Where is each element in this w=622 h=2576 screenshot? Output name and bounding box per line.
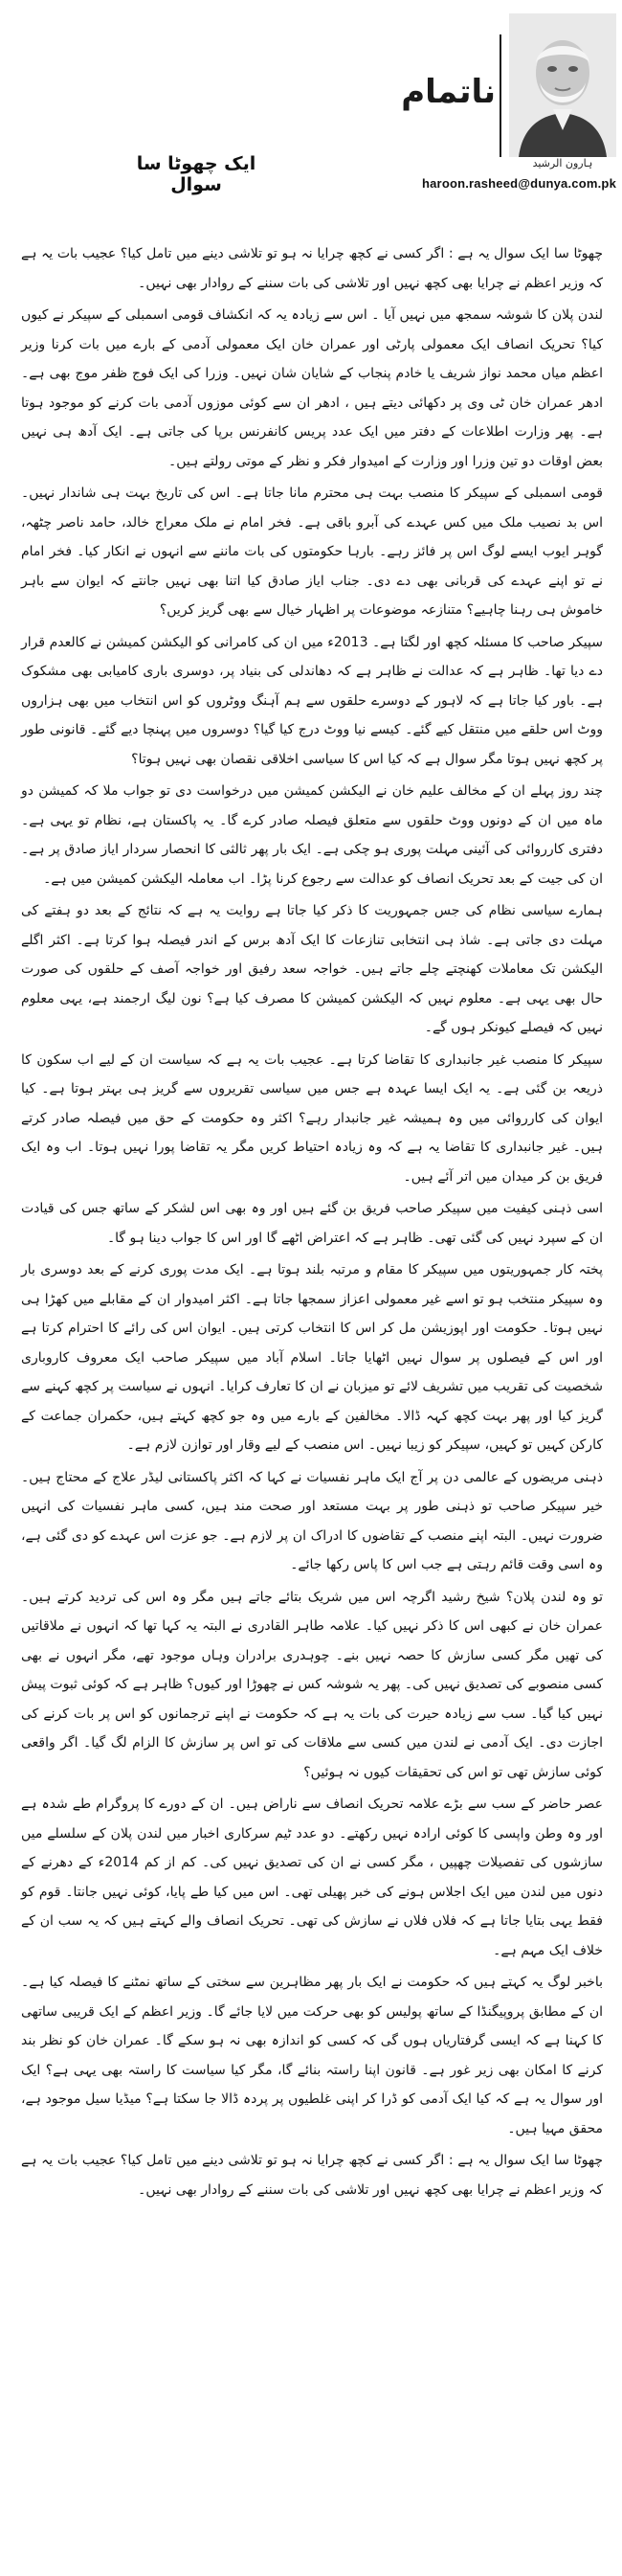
author-name: ہارون الرشید bbox=[532, 157, 593, 169]
article-headline: ایک چھوٹا سا سوال bbox=[136, 153, 256, 195]
article-paragraph: تو وہ لندن پلان؟ شیخ رشید اگرچہ اس میں شریک بتائے جاتے ہیں مگر وہ اس کی تردید کرتے ہیں۔ عمران خان نے کبھی اس کا ذکر نہیں کیا۔ علامہ طاہر القادری نے البتہ یہ کہا تھا کہ انہوں نے ملاقاتیں کی تھیں مگر کسی سازش کا حصہ نہیں بنے۔ چوہدری برادران وہاں موجود تھے، مگر انہوں نے بھی کسی منصوبے کی تصدیق نہیں کی۔ پھر یہ شوشہ کس نے چھوڑا اور کیوں؟ ظاہر ہے کہ کوئی ثبوت پیش نہیں کیا گیا۔ سب سے زیادہ حیرت کی بات یہ ہے کہ حکومت نے اپنے ترجمانوں کو اس پر بات کرنے کی اجازت دی۔ ایک آدمی نے لندن میں کسی سے ملاقات کی تو اس پر سازش کا الزام لگ گیا۔ اگر واقعی کوئی سازش تھی تو اس کی تحقیقات کیوں نہ ہوئیں؟ bbox=[21, 1589, 603, 1780]
article-paragraph: لندن پلان کا شوشہ سمجھ میں نہیں آیا ۔ اس سے زیادہ یہ کہ انکشاف قومی اسمبلی کے سپیکر نے کیوں کیا؟ تحریک انصاف ایک معمولی پارٹی اور عمران خان ایک معمولی آدمی کے بارے میں بات کرنا وزیر اعظم میاں محمد نواز شریف یا خادم پنجاب کے شایان شان نہیں۔ وزرا کی ایک فوج ظفر موج بھی ہے۔ ادھر عمران خان ٹی وی پر دکھائی دیتے ہیں ، ادھر ان سے کوئی موزوں آدمی بات کرنے کو موجود ہوتا ہے۔ پھر وزارت اطلاعات کے دفتر میں ایک عدد پریس کانفرنس برپا کی جاتی ہے۔ ایک آدھ ہی نہیں بعض اوقات دو تین وزرا اور وزارت کے امیدوار فکر و نظر کے موتی رولتے ہیں۔ bbox=[21, 307, 603, 469]
article-paragraph: چھوٹا سا ایک سوال یہ ہے : اگر کسی نے کچھ چرایا نہ ہو تو تلاشی دینے میں تامل کیا؟ عجیب بات یہ ہے کہ وزیر اعظم نے چرایا بھی کچھ نہیں اور تلاشی کی بات سننے کے روادار بھی نہیں۔ bbox=[21, 246, 603, 291]
article-paragraph: ذہنی مریضوں کے عالمی دن پر آج ایک ماہر نفسیات نے کہا کہ اکثر پاکستانی لیڈر علاج کے محتاج ہیں۔ خیر سپیکر صاحب تو ذہنی طور پر بہت مستعد اور صحت مند ہیں، کسی ماہر نفسیات کی انہیں ضرورت نہیں۔ البتہ اپنے منصب کے تقاضوں کا ادراک ان پر لازم ہے۔ جو عزت اس عہدے کو دی گئی ہے، وہ اسی وقت قائم رہتی ہے جب اس کا پاس رکھا جائے۔ bbox=[21, 1469, 603, 1572]
masthead-divider bbox=[500, 34, 501, 157]
column-masthead bbox=[400, 13, 616, 201]
article-body bbox=[21, 239, 603, 2562]
author-email[interactable]: haroon.rasheed@dunya.com.pk bbox=[421, 176, 616, 191]
article-paragraph: سپیکر صاحب کا مسئلہ کچھ اور لگتا ہے۔ 2013ء میں ان کی کامرانی کو الیکشن کمیشن نے کالعدم قرار دے دیا تھا۔ ظاہر ہے کہ عدالت نے ظاہر ہے کہ دھاندلی کی بنیاد پر، دوسری باری کامیابی بھی مشکوک ہے۔ باور کیا جاتا ہے کہ لاہور کے دوسرے حلقوں سے ہم آہنگ ووٹروں کو اس انتخاب میں بھی ہزاروں ووٹ اس حلقے میں منتقل کیے گئے۔ کیسے نیا ووٹ درج کیا گیا؟ دوسروں میں پہنچا دیے گئے۔ قانونی طور پر کچھ نہیں ہوتا مگر سوال ہے کہ کیا اس کا سیاسی اخلاقی نقصان بھی نہیں ہوتا؟ bbox=[21, 634, 603, 767]
article-paragraph: سپیکر کا منصب غیر جانبداری کا تقاضا کرتا ہے۔ عجیب بات یہ ہے کہ سیاست ان کے لیے اب سکون کا ذریعہ بن گئی ہے۔ یہ ایک ایسا عہدہ ہے جس میں سیاسی تقریروں سے گریز ہی بہتر ہوتا ہے۔ کیا ایوان کی کارروائی میں وہ ہمیشہ غیر جانبدار رہے؟ اکثر وہ حکومت کے حق میں فیصلہ صادر کرتے ہیں۔ غیر جانبداری کا تقاضا یہ ہے کہ وہ زیادہ احتیاط کریں مگر یہ تقاضا پورا نہیں ہوتا۔ اب وہ ایک فریق بن کر میدان میں اتر آئے ہیں۔ bbox=[21, 1051, 603, 1185]
article-paragraph: قومی اسمبلی کے سپیکر کا منصب بہت ہی محترم مانا جاتا ہے۔ اس کی تاریخ بہت ہی شاندار نہیں۔ اس بد نصیب ملک میں کس عہدے کی آبرو باقی ہے۔ فخر امام نے ملک معراج خالد، حامد ناصر چٹھہ، گوہر ایوب ایسے لوگ اس پر فائز رہے۔ بارہا حکومتوں کی بات ماننے سے انہوں نے انکار کیا۔ فخر امام نے تو اپنے عہدے کی قربانی بھی دے دی۔ جناب ایاز صادق کیا اتنا بھی نہیں جانتے کہ ایوان سے باہر خاموش ہی رہنا چاہیے؟ متنازعہ موضوعات پر اظہار خیال سے بھی گریز کریں؟ bbox=[21, 486, 603, 618]
article-paragraph: چند روز پہلے ان کے مخالف علیم خان نے الیکشن کمیشن میں درخواست دی تو جواب ملا کہ کمیشن دو ماہ میں ان کے دونوں ووٹ حلقوں سے متعلق فیصلہ صادر کرے گا۔ یہ پاکستان ہے، نظام تو یہی ہے۔ دفتری کارروائی کی آئینی مہلت پوری ہو چکی ہے۔ ایک بار پھر ثالثی کا انحصار سردار ایاز صادق پر ہے۔ ان کی جیت کے بعد تحریک انصاف کو عدالت سے رجوع کرنا پڑا۔ اب معاملہ الیکشن کمیشن میں ہے۔ bbox=[21, 783, 603, 887]
column-title: ناتمام bbox=[401, 73, 496, 111]
article-paragraph: ہمارے سیاسی نظام کی جس جمہوریت کا ذکر کیا جاتا ہے روایت یہ ہے کہ نتائج کے بعد دو ہفتے کی مہلت دی جاتی ہے۔ شاذ ہی انتخابی تنازعات کا ایک آدھ برس کے اندر فیصلہ ہوا کرتا ہے۔ اکثر اگلے الیکشن تک معاملات کھنچتے چلے جاتے ہیں۔ خواجہ سعد رفیق اور خواجہ آصف کے حلقوں کی صورت حال بھی یہی ہے۔ معلوم نہیں کہ الیکشن کمیشن کا مصرف کیا ہے؟ نون لیگ ارجمند ہے، یہی معلوم نہیں کہ فیصلے کیونکر ہوں گے۔ bbox=[21, 903, 603, 1035]
article-paragraph: اسی ذہنی کیفیت میں سپیکر صاحب فریق بن گئے ہیں اور وہ بھی اس لشکر کے ساتھ جس کی قیادت ان کے سپرد نہیں کی گئی تھی۔ ظاہر ہے کہ اعتراض اٹھے گا اور اس کا جواب دینا ہو گا۔ bbox=[21, 1201, 603, 1246]
article-paragraph: باخبر لوگ یہ کہتے ہیں کہ حکومت نے ایک بار پھر مظاہرین سے سختی کے ساتھ نمٹنے کا فیصلہ کیا ہے۔ ان کے مطابق پروپیگنڈا کے ساتھ پولیس کو بھی حرکت میں لایا جائے گا۔ وزیر اعظم کے ایک قریبی ساتھی کا کہنا ہے کہ ایسی گرفتاریاں ہوں گی کہ کسی کو اندازہ بھی نہ ہو سکے گا۔ عمران خان کو نظر بند کرنے کا امکان بھی زیر غور ہے۔ قانون اپنا راستہ بنائے گا، مگر کیا سیاست کا راستہ بھی یہی ہے؟ ایک اور سوال یہ ہے کہ کیا ایک آدمی کو ڈرا کر اپنی غلطیوں پر پردہ ڈالا جا سکتا ہے؟ میڈیا سیل موجود ہے، محقق مہیا ہیں۔ bbox=[21, 1975, 603, 2136]
author-portrait bbox=[509, 13, 616, 157]
article-paragraph: پختہ کار جمہوریتوں میں سپیکر کا مقام و مرتبہ بلند ہوتا ہے۔ ایک مدت پوری کرنے کے بعد دوسری بار وہ سپیکر منتخب ہو تو اسے غیر معمولی اعزاز سمجھا جاتا ہے۔ اکثر امیدوار ان کے مقابلے میں کھڑا ہی نہیں ہوتا۔ حکومت اور اپوزیشن مل کر اس کا انتخاب کرتی ہیں۔ ایوان اس کی رائے کا احترام کرتا ہے اور اس کے فیصلوں پر سوال نہیں اٹھایا جاتا۔ اسلام آباد میں سپیکر صاحب ایک معروف کاروباری شخصیت کی تقریب میں تشریف لائے تو میزبان نے ان کا تعارف کرایا۔ انہوں نے سیاست پر کچھ کہنے سے گریز کیا اور پھر بہت کچھ کہہ ڈالا۔ مخالفین کے بارے میں وہ جو کچھ کہتے ہیں، حکمران جماعت کے کارکن کہیں تو کہیں، سپیکر کو زیبا نہیں۔ اس منصب کے لیے وقار اور توازن لازم ہے۔ bbox=[21, 1262, 603, 1453]
article-paragraph: عصر حاضر کے سب سے بڑے علامہ تحریک انصاف سے ناراض ہیں۔ ان کے دورے کا پروگرام طے شدہ ہے اور وہ وطن واپسی کا کوئی ارادہ نہیں رکھتے۔ دو عدد ٹیم سرکاری اخبار میں لندن پلان کے سلسلے میں سازشوں کی تفصیلات چھپیں ، مگر کسی نے ان کی تصدیق نہیں کی۔ کم از کم 2014ء کے دھرنے کے دنوں میں لندن میں ایک اجلاس ہونے کی خبر پھیلی تھی۔ اس میں کیا طے پایا، کوئی نہیں جانتا۔ قوم کو فقط یہی بتایا جاتا ہے کہ فلاں فلاں نے سازش کی تھی۔ تحریک انصاف والے کہتے ہیں کہ یہ سب ان کے خلاف ایک مہم ہے۔ bbox=[21, 1796, 603, 1958]
author-portrait-image bbox=[509, 13, 616, 157]
masthead-brand bbox=[400, 13, 616, 169]
article-paragraph: چھوٹا سا ایک سوال یہ ہے : اگر کسی نے کچھ چرایا نہ ہو تو تلاشی دینے میں تامل کیا؟ عجیب بات یہ ہے کہ وزیر اعظم نے چرایا بھی کچھ نہیں اور تلاشی کی بات سننے کے روادار بھی نہیں۔ bbox=[21, 2153, 603, 2198]
